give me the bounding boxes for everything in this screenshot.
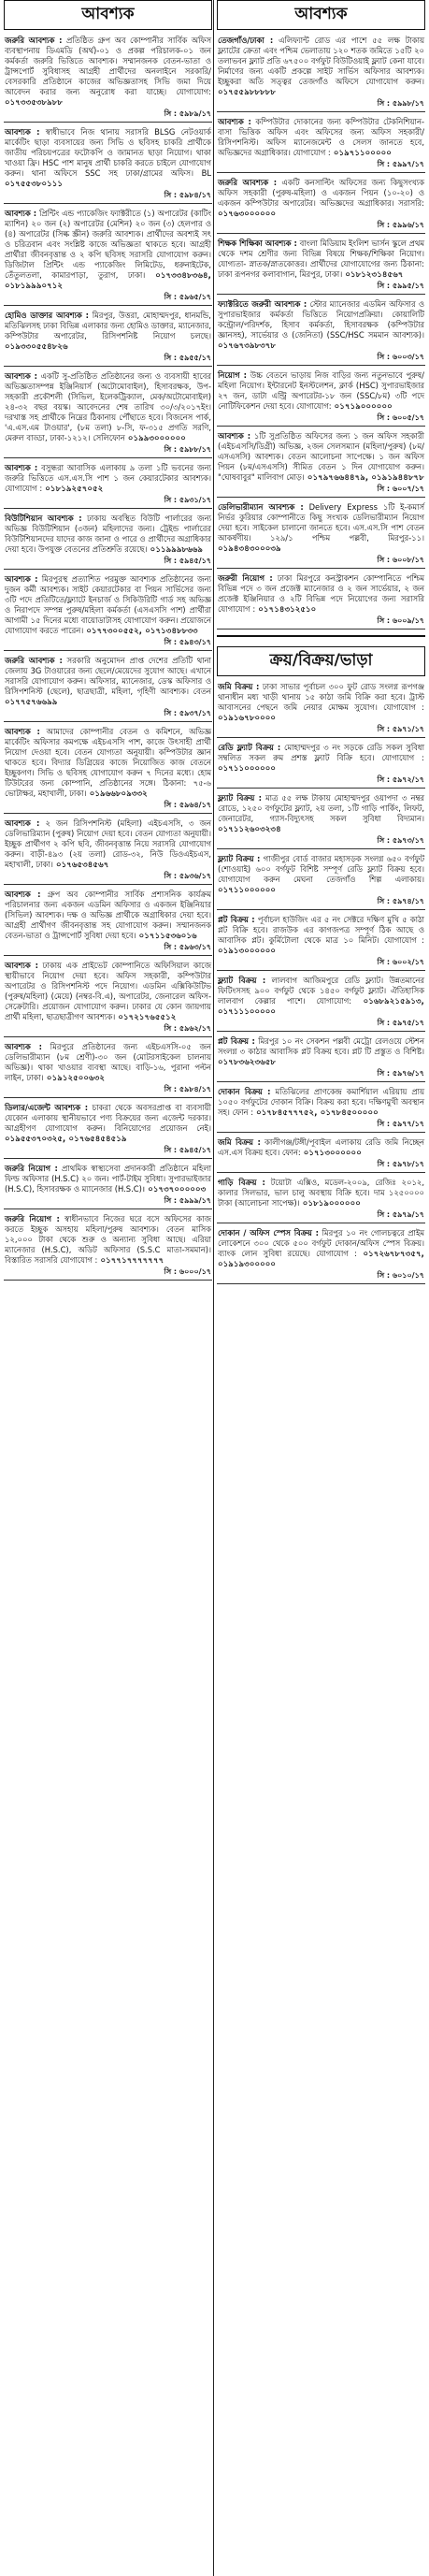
ad-text [5, 727, 211, 799]
ad-reference-code: সি : ৫৯৩১/১৭ [164, 496, 211, 504]
ad-separator [217, 1132, 425, 1133]
classified-ad [217, 34, 425, 109]
ad-body: ২ জন রিসিপশনিস্ট (মহিলা) এইচএসসি, ৩ জন ডেলিভারিম্যান (পুরুষ) নিয়োগ দেয়া হবে। বেতন যোগ্যতা অনুযায়ী। ইচ্ছুক প্রার্থীগণ ২ কপি ছবি, জীবনবৃত্তান্ত নিয়ে সরাসরি যোগাযোগ করুন। বাড়ী-৪৯৩ (২য় তলা) রোড-৩২, নিউ ডিওএইচএস, মহাখালী, ঢাকা। [5, 818, 211, 869]
ad-heading: তেজগাঁও/ঢাকা : [218, 36, 274, 45]
classified-ad [217, 572, 425, 626]
ad-reference-code: সি : ৫৯৭২/১৭ [377, 775, 424, 784]
ad-separator [217, 568, 425, 569]
ad-body: মিরপুরে প্রতিষ্ঠানের জন্য এইচএসসি-০৫ জন ডেলিভারীম্যান (৮ম শ্রেণী)-৩০ জন (মোটরসাইকেল চালনায় অভিজ্ঞ)। থাকা খাওয়ার ব্যবস্থা আছে। বাড়ি-১৬, পুরানা পল্টন লাইন, ঢাকা। [5, 1042, 211, 1082]
ad-body: এলিফ্যান্ট রোড এর পাশে ৫৫ লক্ষ টাকায় ফ্ল্যাটের ক্রেতা এবং পশ্চিম ভেলাতায় ১২০ শতক জমিতে ১৫টি ২০ তলাভবন ফ্ল্যাট প্রতি ৬৭৫০০ বর্গফুট বিউটিওয়াই ফ্ল্যাট কেনা যাবে। নির্মাণের জন্য একটি প্রকল্পে সাইট সার্ভিস অফিসার আবশ্যক। ইচ্ছুকরা অতি সত্ত্বর তেজগাঁও অফিসে যোগাযোগ করুন। [218, 36, 424, 86]
ad-heading: আবশ্যক : [5, 463, 38, 472]
ad-body: ঢাকায় এক প্রাইভেট কোম্পানিতে অফিসিয়াল কাজে স্থায়ীভাবে নিয়োগ দেয়া হবে। অফিস সহকারী, কম্পিউটার অপারেটর ও রিসিপশনিস্ট পদে নিয়োগ। এডমিন এক্সিকিউটিভ (পুরুষ/মহিলা) (মেয়ে) (নম্বর-বি.এ), অপারেটর, জেনারেল অফিস-সেক্রেটারি। প্রয়োজন যোগাযোগ করুন। ঢাকার যে কোন জায়গায় প্রার্থী মহিলা, ছাত্রছাত্রীগণ আবশ্যক। [5, 961, 211, 1021]
ad-text [5, 1214, 211, 1266]
ad-separator [4, 1097, 212, 1098]
ad-body: ১টি সুপ্রতিষ্ঠিত অফিসের জন্য ১ জন অফিস সহকারী (এইচএসসি/ডিগ্রী) অভিজ্ঞ, ২জন সেলসম্যান (মহিলা/পুরুষ) (৮ম/এসএসসি) আবশ্যক। বেতন আলোচনা সাপেক্ষে। ১ জন অফিস পিয়ন (৮ম/এসএসসি) সীমিত বেতন ১ দিন যোগাযোগ করুন। "ঘোষবাবুর" মালিবাগ মোড়। [218, 431, 424, 482]
ad-separator [217, 172, 425, 173]
ad-text [5, 514, 211, 555]
ad-body: কালীগঞ্জ/টঙ্গী/পূবাইল এলাকায় রেডি জমি নিচ্ছেন এস.এস বিক্রয় হবে। ফোন: [218, 1137, 424, 1157]
classified-ad [217, 369, 425, 423]
ad-body: একটি কনসাল্টিং অফিসের জন্য কিছুসংখ্যক অফিস সহকারী (পুরুষ-মহিলা) ও একজন পিয়ন (১০-২০) ও একজন কম্পিউটার অপারেটর। অভিজ্ঞদের অগ্রাধিকার। সরাসরি: [218, 178, 424, 208]
ad-body: একটি সু-প্রতিষ্ঠিত প্রতিষ্ঠানের জন্য ও ব্যবসায়ী হাবের অভিজ্ঞতাসম্পন্ন ইঞ্জিনিয়ার্স (অটোমোবাইল), হিসাবরক্ষক, উপ-সহকারী প্রকৌশলী (সিভিল, ইলেকট্রিক্যাল, মেক/অটোমোবাইল) ২৪-৩২ বছর বয়স্ক। আবেদনের শেষ তারিখ ৩০/৩/২০১৭ইং। দরখাস্ত সহ প্রার্থীকে নিম্নের ঠিকানায় পৌঁছাতে হবে। বিজনেস পার্ক, 'এ.এস.এম টাওয়ার', (৮ম তলা) ৮-সি, ফ-৩১৫ প্রগতি সরণি, মেরুল বাড্ডা, ঢাকা-১২১২। সেলিফোন [5, 371, 211, 442]
ad-reference-code: সি : ৫৯৯৫/১৭ [377, 282, 424, 290]
ad-phone: ০১৯৭১১০০০০০ [330, 148, 392, 157]
right-column [217, 0, 425, 1287]
ad-separator [4, 1036, 212, 1037]
classified-ad [217, 297, 425, 362]
ad-reference-code: সি : ৫৯৩৭/১৭ [164, 709, 211, 717]
ad-reference-code: সি : ৫৯৮৯/১৭ [164, 109, 211, 118]
ad-reference-code: সি : ৫৯৭৬/১৭ [377, 1069, 424, 1078]
ad-body: বসুন্ধরা আবাসিক এলাকায় ৯ তলা ১টি ভবনের জন্য জরুরি ভিত্তিতে এস.এস.সি পাশ ১ জন কেয়ারটেকার আবশ্যক। যোগাযোগ : [5, 463, 211, 493]
ad-heading: আবশ্যক : [218, 117, 251, 126]
ad-phone: ০১৯১৩০০০০০০ [218, 946, 277, 955]
ad-heading: দোকান / অফিস স্পেস বিক্রয় : [218, 1228, 319, 1237]
classified-ad [217, 680, 425, 734]
ad-phone: ০১৯৬৬৮০৯৩৩২ [86, 789, 148, 798]
ad-body: মতিঝিলের প্রাণকেন্দ্র কমার্শিয়াল এরিয়ায় প্রায় ১০৫০ বর্গফুটের দোকান বিক্রি। বিক্রয় করা হবে। দক্ষিণমুখী অবস্থান সহ। ফোন : [218, 1087, 425, 1117]
ad-heading: ফ্যাক্টরিতে জরুরী আবশ্যক : [218, 299, 307, 309]
jobs-section-header-right: আবশ্যক [217, 0, 425, 30]
ad-separator [4, 1280, 212, 1281]
ad-phone: ০১৭৮৩৬২৩৬৫৮ [218, 1057, 277, 1066]
ad-heading: আবশ্যক : [5, 574, 38, 584]
ad-text [5, 127, 211, 189]
ad-separator [217, 909, 425, 910]
ad-separator [4, 366, 212, 367]
ad-body: স্বাধীনভাবে নিজের ঘরে বসে অফিসের কাজ করতে ইচ্ছুক অসহায় মহিলা/পুরুষ আবশ্যক। বেতন মাসিক ১২,০০০ টাকা থেকে শুরু ও অন্যান্য সুবিধা আছে। এরিয়া ম্যানেজার (H.S.C), অডিট অফিসার (S.S.C মাতা-সমমান)। বিস্তারিত সরাসরি যোগাযোগ : [5, 1214, 211, 1265]
left-column [4, 0, 212, 1283]
ad-reference-code: সি : ৫৯৭৩/১৭ [377, 836, 424, 845]
ad-text [218, 117, 424, 158]
ad-body: স্বাধীভাবে নিজ থানায় সরাসরি BLSG নেটওয়ার্ক মার্কেটিং ছাড়া ব্যবসায়ের জন্য সিভি ও ছবিসহ চাকরি প্রার্থীকে জাতীয় পরিচয়পত্রের ফটোকপি ও জামানত ছাড়া নিয়োগ। থাকা খাওয়া ফ্রি। HSC পাশ মানুষ প্রার্থী চাকরি করতে চাইলে যোগাযোগ করুন। থানা অফিসে SSC সহ ঢাকা/গ্রামের অফিস। BL [5, 127, 211, 178]
ad-body: মোহাম্মদপুর ৩ নং সড়কে রেডি সকল সুবিধা সম্বলিত সকল রুম প্রশস্ত ফ্ল্যাট বিক্রি হবে। যোগাযোগ : [218, 743, 424, 762]
ad-phone: ০১৯১২৫০০৬৩২ [43, 1073, 105, 1082]
ad-heading: আবশ্যক : [5, 127, 40, 137]
ad-phone: ০১৯৯৩০০০০০০ [124, 433, 186, 442]
ad-body: স্টোর ম্যানেজার এডমিন অফিসার ও সুপারভাইজার কর্মকর্তা ভিত্তিতে নিয়োগপ্রক্রিয়া। কোয়ালিটি কন্ট্রোল/পরিদর্শক, হিসাব কর্মকর্তা, হিসাবরক্ষক (কম্পিউটার জ্ঞানসহ), সার্ভেয়ার ও (জেনিতা) (SSC/HSC সমমান আবশ্যক)। [218, 299, 425, 340]
ad-heading: প্লট বিক্রয় : [218, 1036, 255, 1046]
ad-phone: ০১৭১১০০০০০০ [218, 763, 277, 773]
ad-heading: আবশ্যক : [218, 431, 251, 441]
classified-ad [217, 852, 425, 906]
left-ad-list [4, 34, 212, 1281]
ad-heading: জমি বিক্রয় : [218, 1137, 261, 1147]
ad-heading: ফ্ল্যাট বিক্রয় : [218, 793, 262, 803]
ad-body: আমাদের কোম্পানীর বেতন ও কমিশনে, অভিজ্ঞ মার্কেটিং অফিসার কমপক্ষে এইচএসসি পাশ, কাজে উৎসাহী প্রার্থী নিয়োগ দেওয়া হবে। বেতন যোগ্যতা অনুযায়ী। কম্পিউটার জ্ঞান থাকতে হবে। বিদ্যার ডিগ্রিয়ের কাজে নিয়োজিত কাজ বেতনে ইচ্ছুকগণ। সিভি ও ছবিসহ যোগাযোগ করুন ৭ দিনের মধ্যে। হোম টিউটরের জন্য কোম্পানি, প্রতিষ্ঠানের সঙ্গে। ঠিকানা: ৭৫-৬ ভোটাক্ষর, মহাখালী, ঢাকা। [5, 727, 211, 798]
ad-reference-code: সি : ৫৯৬৩/১৭ [164, 943, 211, 951]
ad-separator [217, 111, 425, 112]
classified-ad [4, 1162, 212, 1206]
ad-body: মিরপুর ১০ নং গোলচত্বরে প্রাইম লোকেশনে ৩০০ থেকে ৫০০ বর্গফুট দোকান/অফিস স্পেস বিক্রয়। ব্যাংক লোন সুবিধা রয়েছে। যোগাযোগ : [218, 1228, 424, 1258]
classified-ad [4, 888, 212, 952]
ad-text [218, 1228, 424, 1269]
ad-phone: ০১৯৩৩০৫৫৪৮২৬ [5, 341, 68, 351]
ad-body: উচ্চ বেতনে ভাড়ায় নিজ বাড়ির জন্য নতুনভাবে পুরুষ/মহিলা নিয়োগ। ইন্টারনেট ইনস্টলেশন, ক্লার্ক (HSC) সুপারভাইজার ২৭ জন, ডাটা এন্ট্রি অপারেটর-১৮ জন (SSC/৮ম) ৩টি পদে নোটিফিকেশন দেয়া হবে। যোগাযোগ: [218, 370, 424, 411]
section-divider [217, 635, 425, 637]
ad-text [5, 1164, 211, 1194]
ad-reference-code: সি : ৫৯৭৪/১৭ [377, 897, 424, 905]
ad-phone: ০১৭৭৫৭৬৬৯৯ [5, 697, 58, 706]
ad-text [218, 431, 424, 483]
ad-phone: ০১৭১৩০০০০০০ [300, 1148, 362, 1157]
ad-heading: শিক্ষক শিক্ষিকা আবশ্যক : [218, 239, 297, 248]
ad-text [5, 961, 211, 1022]
ad-text [218, 502, 424, 554]
ad-body: চাকরা থেকে অবসরপ্রাপ্ত বা ব্যবসায়ী যেকোন এলাকায় স্থানীয়ভাবে পণ্য বিক্রয়ের জন্য এজেন্ট দরকার। আগ্রহীগণ যোগাযোগ করুন। বিনিয়োগের প্রয়োজন নেই। [5, 1103, 211, 1133]
column-divider [213, 0, 214, 2576]
ad-heading: আবশ্যক : [5, 961, 38, 970]
ad-phone: ০১৭২১৭৬৫৫১২ [115, 1012, 177, 1021]
ad-heading: আবশ্যক : [5, 818, 40, 828]
ad-separator [217, 426, 425, 427]
ad-phone: ০১৭১৯০০০০০০ [331, 401, 393, 411]
ad-text [218, 370, 424, 412]
ad-separator [4, 813, 212, 814]
ad-body: মিরপুর ১০ নং সেকশন পল্লবী মেট্রো রেলওয়ে স্টেশন সংলগ্ন ৩ কাঠার আবাসিক প্লট বিক্রয় হবে। প্লট টি প্রস্তুত ও বিশিষ্ট। [218, 1036, 424, 1056]
ad-heading: জরুরি আবশ্যক : [5, 656, 63, 665]
ad-body: টয়োটা এক্সিও, মডেল-২০০৯, রেজিঃ ২০১২, কালার সিলভার, ভাল চালু অবস্থায় বিক্রি হবে। দাম ১২৫০০০০ টাকা (আলোচনা সাপেক্ষ)। [218, 1178, 424, 1208]
ad-separator [217, 629, 425, 630]
ad-reference-code: সি : ৫৯৮৪/১৭ [164, 1085, 211, 1093]
ad-reference-code: সি : ৫৯৭৯/১৭ [377, 1210, 424, 1219]
ad-separator [4, 884, 212, 885]
ad-reference-code: সি : ৫৯৮৮/১৭ [164, 445, 211, 454]
ad-separator [4, 122, 212, 123]
ad-reference-code: সি : ৫৯৬৪/১৭ [164, 801, 211, 809]
classified-ad [4, 125, 212, 200]
ad-reference-code: সি : ৫৯৪৩/১৭ [164, 638, 211, 646]
ad-text [218, 1036, 424, 1067]
classified-ad [217, 974, 425, 1028]
classified-ad [217, 1176, 425, 1220]
ad-reference-code: সি : ৫৯৭১/১৭ [377, 725, 424, 733]
ad-separator [4, 305, 212, 306]
ad-phone: ০১৭২৬৭৮৭৩৫৭, ০১৯১৯৩০০০০০ [218, 1249, 424, 1268]
classified-ad [217, 791, 425, 846]
ad-reference-code: সি : ৫৯৭৫/১৭ [377, 1019, 424, 1027]
ad-text [5, 890, 211, 941]
ad-body: ঢাকা মিরপুরে কনস্ট্রাকশন কোম্পানিতে পশ্চিম বিভিন্ন পদে ৩ জন প্রজেক্ট ম্যানেজার ও ২ জন সার্ভেয়ার, ২ জন প্রজেক্ট ইঞ্জিনিয়ার ও ২টি বিভিন্ন পদে নিয়োগের জন্য সরাসরি যোগাযোগ : [218, 573, 424, 614]
ad-body: প্রতিষ্ঠিত গ্রুপ অব কোম্পানীর সার্বিক অফিস ব্যবস্থাপনায় ডিএমডি (অর্থ)-০১ ও প্রকল্প পরিচালক-০১ জন কর্মকর্তা জরুরি ভিত্তিতে আবশ্যক। সম্মানজনক বেতন-ভাতা ও ট্রান্সপোর্ট সুবিধাসহ আগ্রহী প্রার্থীদের অনলাইনে সরকারি/বেসরকারি প্রতিষ্ঠানে কাজের অভিজ্ঞতাসহ সিভি জমা দিয়ে আবেদন করার জন্য অনুরোধ করা যাচ্ছে। যোগাযোগ: [5, 36, 211, 96]
ad-reference-code: সি : ৫৯৯৬/১৭ [377, 221, 424, 229]
ad-separator [217, 970, 425, 971]
classified-ad [4, 572, 212, 647]
ad-reference-code: সি : ৬০০৭/১৭ [377, 485, 424, 493]
classified-ad [4, 369, 212, 455]
ad-body: মাত্র ৫৫ লক্ষ টাকায় মোহাম্মদপুর ওয়াপদা ৩ নম্বর রোডে, ১২৫০ বর্গফুটের ফ্ল্যাট, ২য় তলা, ১টি গাড়ি পার্কিং, লিফট, জেনারেটর, গ্যাস-বিদ্যুৎসহ সকল সুবিধা বিদ্যমান। [218, 793, 424, 823]
ad-phone: ০১৭৭১৭৭৭৭৭৭৭ [97, 1255, 164, 1265]
ad-text [5, 311, 211, 352]
ad-reference-code: সি : ৬০০৩/১৭ [377, 353, 424, 361]
classified-ad [4, 725, 212, 810]
ad-reference-code: সি : ৫৯৫৫/১৭ [164, 354, 211, 362]
ad-text [5, 36, 211, 108]
ad-body: মিরপুর, উত্তরা, মোহাম্মদপুর, ধানমন্ডি, মতিঝিলসহ ঢাকা বিভিন্ন এলাকার জন্য হোমিও ডাক্তার, ম্যানেজার, কম্পিউটার অপারেটর, রিসিপশনিষ্ট নিয়োগ চলছে। [5, 311, 211, 340]
ad-heading: বিউটিশিয়ান আবশ্যক : [5, 514, 82, 523]
ad-separator [217, 1031, 425, 1032]
ad-separator [217, 1283, 425, 1284]
classified-ad [4, 654, 212, 718]
classified-ad [4, 309, 212, 363]
ad-separator [217, 233, 425, 234]
ad-heading: হোমিও ডাক্তার আবশ্যক : [5, 311, 90, 320]
ad-body: সরকারি অনুমোদন প্রাপ্ত দেশের প্রতিটি থানা জেলায় 3G টাওয়ারের জন্য ছেলে/মেয়েদের সুযোগ আছে। এখানে সরাসরি যোগাযোগ করুন। অফিসার, ম্যানেজার, ডেস্ক অফিসার ও রিসিপশনিস্ট (ছেলে), ছাত্রছাত্রী, মহিলা, গৃহিণী আবশ্যক। বেতন [5, 656, 211, 696]
ad-reference-code: সি : ৫৯৩৬/১৭ [164, 872, 211, 880]
ad-body: লালবাগ আজিমপুরে রেডি ফ্ল্যাট। উন্নতমানের ফিটিংসসহ ৯০০ বর্গফুট থেকে ১৪৫০ বর্গফুট ফ্ল্যাট। ঐতিহাসিক লালবাগ কেল্লার পাশে। যোগাযোগ: [218, 976, 424, 1006]
ad-heading: জরুরী নিয়োগ : [218, 573, 273, 583]
ad-phone: ০১৭৩৩৫৩৮৯৮৮ [5, 97, 64, 107]
classified-ad [4, 461, 212, 505]
ad-text [218, 36, 424, 97]
ad-phone: ০১৮১৯২৫৭০৫২ [42, 484, 104, 493]
ad-separator [4, 203, 212, 204]
ad-phone: ০১৭৭৩০০৫৫২, ০১৭১৩৪৮৮৩৩ [83, 626, 198, 635]
ad-separator [4, 1208, 212, 1209]
ad-separator [4, 508, 212, 509]
ad-phone: ০১৭৩৩৪৮৩৬৪, ০১৮১৯৯৯০৭১২ [5, 270, 211, 290]
ad-heading: জমি বিক্রয় : [218, 682, 260, 691]
ad-reference-code: সি : ৬০০৮/১৭ [377, 556, 424, 564]
ad-separator [217, 294, 425, 295]
ad-separator [4, 569, 212, 570]
ad-separator [4, 650, 212, 651]
classified-ad [4, 512, 212, 566]
classified-ad [217, 741, 425, 785]
ad-phone: ০১৭১১৫৩৬০১৬ [136, 931, 197, 940]
ad-text [218, 793, 424, 834]
ad-text [218, 915, 424, 956]
ad-phone: ০১৮১২৩১৪৫৬৭ [342, 269, 404, 279]
ad-separator [4, 1158, 212, 1159]
ad-reference-code: সি : ৬০০২/১৭ [377, 958, 424, 966]
classified-ad [4, 1101, 212, 1155]
ad-text [218, 1087, 424, 1118]
ad-separator [217, 365, 425, 366]
classified-ad [217, 1085, 425, 1129]
ad-reference-code: সি : ৫৯৬২/১৭ [164, 1024, 211, 1033]
ad-reference-code: সি : ৫৯৪৫/১৭ [164, 1146, 211, 1154]
classified-ad [217, 913, 425, 967]
ad-heading: আবশ্যক : [5, 1042, 42, 1051]
ad-separator [217, 737, 425, 738]
ad-body: প্রিন্টিং এন্ড প্যাকেজিং ফ্যাক্টরীতে (১) অপারেটর (কাটিং ম্যাশিন) ২০ জন (২) অপারেটর (মেশিন) ২০ জন (৩) হেলপার ও (৪) অপারেটর (সিল্ক স্ক্রীন) জরুরি আবশ্যক। প্রার্থীদের অবশ্যই সৎ ও চরিত্রবান এবং সংশ্লিষ্ট কাজে অভিজ্ঞতা থাকতে হবে। আগ্রহী প্রার্থীরা জীবনবৃত্তান্ত ও ২ কপি ছবিসহ সরাসরি যোগাযোগ করুন। ডিজিটাল প্রিন্টিং এন্ড প্যাকেজিং লিমিটেড, ধরুনাইটেক, তেঁতুলতলা, কামারপাড়া, তুরাগ, ঢাকা। [5, 209, 211, 280]
ad-phone: ০১৭১৪৩১২৫১০ [255, 604, 317, 614]
ad-body: ঢাকা সাভার পূর্বাচল ৩০০ ফুট রোড সংলগ্ন রূপগঞ্জ থানাধীন মধ্য খাড়ী থানায় ১৫ কাঠা জমি বিক্রি করা হবে। ট্রাস্ট আবাসনের পেছনে জমি নেয়ার মোক্ষম সুযোগ। যোগাযোগ : [218, 682, 424, 712]
ad-separator [217, 788, 425, 789]
ad-phone: ০১৮১৯০০০০০০ [299, 1198, 361, 1208]
ad-heading: ফ্ল্যাট বিক্রয় : [218, 854, 261, 863]
ad-heading: ডিলার/এজেন্ট আবশ্যক : [5, 1103, 89, 1112]
ad-reference-code: সি : ৫৯৯৭/১৭ [377, 160, 424, 168]
ad-reference-code: সি : ৫৯৮৪/১৭ [164, 191, 211, 199]
ad-reference-code: সি : ৫৯৬৫/১৭ [164, 293, 211, 301]
ad-heading: দোকান বিক্রয় : [218, 1087, 271, 1096]
ad-text [5, 371, 211, 443]
ad-body: পূর্বাচল হাউজিং এর ৫ নং সেক্টরে দক্ষিণ মুখি ৫ কাঠা প্লট বিক্রি হবে। রাজউক এর কাগজপত্র সম্পূর্ণ ঠিক আছে ও আবাসিক প্লট। কুর্মিটোলা থেকে মাত্র ১০ মিনিট। যোগাযোগ : [218, 915, 424, 945]
ad-phone: ০১৯৪৩৪৩০০০৩৯ [218, 543, 281, 553]
ad-phone: ০১১৯৯৯৮৬৬৯ [147, 544, 204, 554]
ad-phone: ০১৭৯৭৬৬৪৪৭৯, ০১৯১৯৪৪৮৭৮ [304, 472, 424, 482]
ad-reference-code: সি : ৫৯৪৫/১৭ [164, 557, 211, 565]
jobs-section-header-left: আবশ্যক [4, 0, 212, 30]
sale-ad-list [217, 680, 425, 1284]
ad-heading: জরুরি নিয়োগ : [5, 1214, 60, 1223]
ad-separator [4, 721, 212, 722]
ad-heading: আবশ্যক : [5, 209, 37, 218]
ad-phone: ০১৭৫৫৯৮৮৮৮৮ [218, 87, 277, 96]
ad-reference-code: সি : ৫৯৯৯/১৭ [164, 1196, 211, 1205]
classified-ad [4, 1040, 212, 1094]
ad-reference-code: সি : ৫৯৭৭/১৭ [377, 1120, 424, 1128]
ad-heading: ফ্ল্যাট বিক্রয় : [218, 976, 266, 985]
ad-heading: প্লট বিক্রয় : [218, 915, 255, 924]
ad-separator [217, 1081, 425, 1082]
classified-ad [217, 237, 425, 291]
classified-ad [217, 500, 425, 565]
ad-text [218, 573, 424, 615]
ad-text [218, 178, 424, 219]
ad-separator [217, 848, 425, 849]
ad-phone: ০১৭৩৭০০০০০৩ [145, 1184, 207, 1194]
classified-ad [4, 1212, 212, 1277]
ad-heading: গাড়ি বিক্রয় : [218, 1178, 265, 1187]
ad-heading: রেডি ফ্ল্যাট বিক্রয় : [218, 743, 281, 752]
ad-body: বাংলা মিডিয়াম ইংলিশ ভার্সন স্কুলে প্রথম থেকে দশম শ্রেণীর জন্য বিভিন্ন বিষয়ে শিক্ষক/শিক্ষিকা নিয়োগ। যোগ্যতা- স্নাতক/স্নাতকোত্তর। প্রার্থীদের যোগাযোগের জন্য ঠিকানা: ঢাকা রূপনগর কলাবাগান, মিরপুর, ঢাকা। [218, 239, 424, 279]
ad-reference-code: সি : ৬০১০/১৭ [377, 1271, 424, 1280]
ad-phone: ০১৭৮৪৫৭৭৭৫২, ০১৭৮৪৫০০০০০ [253, 1107, 379, 1117]
classified-ad [217, 115, 425, 169]
classified-ad [4, 959, 212, 1034]
ad-phone: ০১৭১১০০০০০০ [218, 885, 277, 894]
ad-heading: আবশ্যক : [5, 727, 40, 736]
ad-phone: ০১৭৫৫৩৮০১১১ [5, 179, 64, 188]
ad-body: কম্পিউটার দোকানের জন্য কম্পিউটার টেকনিশিয়ান-বাসা ভিত্তিক অফিস এবং অফিসের জন্য অফিস সহকারী/রিসিপশনিস্ট। অফিস ম্যানেজমেন্ট ও সেলস জানতে হবে, অভিজ্ঞদের অগ্রাধিকার। যোগাযোগ : [218, 117, 424, 157]
ad-body: মিরপুরস্থ প্রত্যাশিত পরমুক্ত আবশ্যক প্রতিষ্ঠানের জন্য দুজন কর্মী আবশ্যক। সাইট কেয়ারটেকার বা পিয়ন সার্ভিসের জন্য ৩টি পদে প্রতিটিতে/ফ্ল্যাটে ইনচার্জ ও সিকিউরিটি গার্ড সহ অভিজ্ঞ ও নিরাপদে সম্পন্ন পুরুষ/মহিলা কর্মকর্তা (এসএসসি পাশ) প্রার্থীরা আগামী ১৫ দিনের মধ্যে বায়োডাটাসহ যোগাযোগ করুন। প্রয়োজনে যোগাযোগ করতে পারেন। [5, 574, 211, 635]
ad-heading: জরুরি আবশ্যক : [5, 36, 63, 45]
ad-text [218, 976, 424, 1017]
ad-separator [4, 457, 212, 458]
ad-reference-code: সি : ৬০০৫/১৭ [377, 413, 424, 422]
ad-phone: ০১৬৮৯২১৫৯১৩, ০১৭১১১০০০০০ [218, 996, 424, 1016]
ad-text [218, 1137, 424, 1158]
ad-separator [4, 955, 212, 956]
ad-phone: ০১৭১১২৬০৩২৩৪ [218, 824, 281, 833]
ad-text [218, 682, 424, 723]
ad-body: Delivery Express ১টি ই-কমার্স নির্ভর কুরিয়ার কোম্পানীতে কিছু সংখ্যক ডেলিভারীম্যান নিয়োগ দেয়া হবে। সাইকেল চালানো জানতে হবে। এস.এস.সি পাশ বেতন আকর্ষণীয়। ১২৯/১ পশ্চিম পল্লবী, মিরপুর-১১। [218, 502, 424, 543]
ad-heading: ডেলিভারীম্যান আবশ্যক : [218, 502, 304, 512]
ad-text [218, 299, 424, 351]
ad-reference-code: সি : ৫৯৯৮/১৭ [377, 99, 424, 108]
ad-text [218, 743, 424, 774]
ad-text [5, 463, 211, 494]
ad-heading: জরুরি নিয়োগ : [5, 1164, 58, 1173]
ad-text [5, 656, 211, 707]
buy-sell-section-header: ক্রয়/বিক্রয়/ভাড়া [217, 646, 425, 676]
ad-body: গাজীপুর বোর্ড বাজার মহাসড়ক সংলগ্ন ৬৫০ বর্গফুট (শোওয়াই) ৬০০ বর্গফুট বিশিষ্ট সম্পূর্ণ রেডি ফ্ল্যাট বিক্রয় হবে। যোগাযোগ করুন মেঘনা তেজগাঁও শিল্প এলাকায়। [218, 854, 425, 884]
ad-heading: নিয়োগ : [218, 370, 247, 380]
ad-phone: ০১৯১৬৭৮০০০০ [218, 713, 277, 722]
classified-ad [217, 1226, 425, 1281]
ad-reference-code: সি : ৬০০৯/১৭ [377, 616, 424, 625]
ad-heading: জরুরি আবশ্যক : [218, 178, 278, 187]
ad-text [5, 818, 211, 870]
ad-body: ঢাকায় অবস্থিত বিউটি পার্লারের জন্য অভিজ্ঞ বিউটিশিয়ান (৩জন) মহিলাদের জন্য। ট্রেইন্ড পার্লারের বিউটিশিয়ানদের যাদের কাজ জানা ও পারে ও প্রার্থীদের অগ্রাধিকার দেয়া হবে। উপযুক্ত বেতনের প্রতিশ্রুতি রয়েছে। [5, 514, 211, 554]
ad-text [5, 1103, 211, 1144]
ad-phone: ০১৯৫৫৩৭০৩২৫, ০১৭৬৫৪৫৪৫১৯ [5, 1134, 127, 1143]
ad-heading: আবশ্যক : [5, 890, 41, 899]
classified-ad [217, 1035, 425, 1078]
ad-heading: আবশ্যক : [5, 371, 37, 381]
ad-text [5, 574, 211, 636]
ad-separator [217, 1172, 425, 1173]
ad-separator [217, 497, 425, 498]
ad-phone: ০১৭৬৩০০০০০০ [218, 209, 277, 218]
classified-ad [4, 817, 212, 881]
ad-body: গ্রুপ অব কোম্পানীর সার্বিক প্রশাসনিক কার্যক্রম পরিচালনার জন্য একজন এডমিন অফিসার ও একজন ইঞ্জিনিয়ার (সিভিল) আবশ্যক। দক্ষ ও অভিজ্ঞ প্রার্থীকে অগ্রাধিকার দেয়া হবে। আগ্রহী প্রার্থীগণ জীবনবৃত্তান্ত সহ যোগাযোগ করুন। সম্মানজনক বেতন-ভাতা ও ট্রান্সপোর্ট সুবিধা দেয়া হবে। [5, 890, 211, 940]
ad-text [218, 1178, 424, 1208]
ad-phone: ০১৭৬৭৩৯৮৩৭৮ [218, 340, 277, 350]
ad-text [5, 1042, 211, 1083]
classified-ad [4, 207, 212, 302]
ad-phone: ০১৭৬৫৩৪৫৬৭ [52, 860, 109, 869]
ad-reference-code: সি : ৬০০০/১৭ [164, 1267, 211, 1276]
ad-body: প্রাথমিক স্বাস্থ্যসেবা প্রদানকারী প্রতিষ্ঠানে মহিলা ফিল্ড অফিসার (H.S.C) ২০ জন। পার্ট-টাইম সুবিধা। সুপারভাইজার (H.S.C), হিসাবরক্ষক ও ম্যানেজার (H.S.C)। [5, 1164, 211, 1194]
classified-ad [217, 176, 425, 230]
ad-text [218, 854, 424, 895]
ad-text [5, 209, 211, 291]
ad-text [218, 239, 424, 280]
classified-ad [217, 1136, 425, 1169]
classified-ad [217, 429, 425, 494]
right-ad-list [217, 34, 425, 630]
ad-reference-code: সি : ৫৯৭৮/১৭ [377, 1160, 424, 1168]
classified-ad [4, 34, 212, 119]
